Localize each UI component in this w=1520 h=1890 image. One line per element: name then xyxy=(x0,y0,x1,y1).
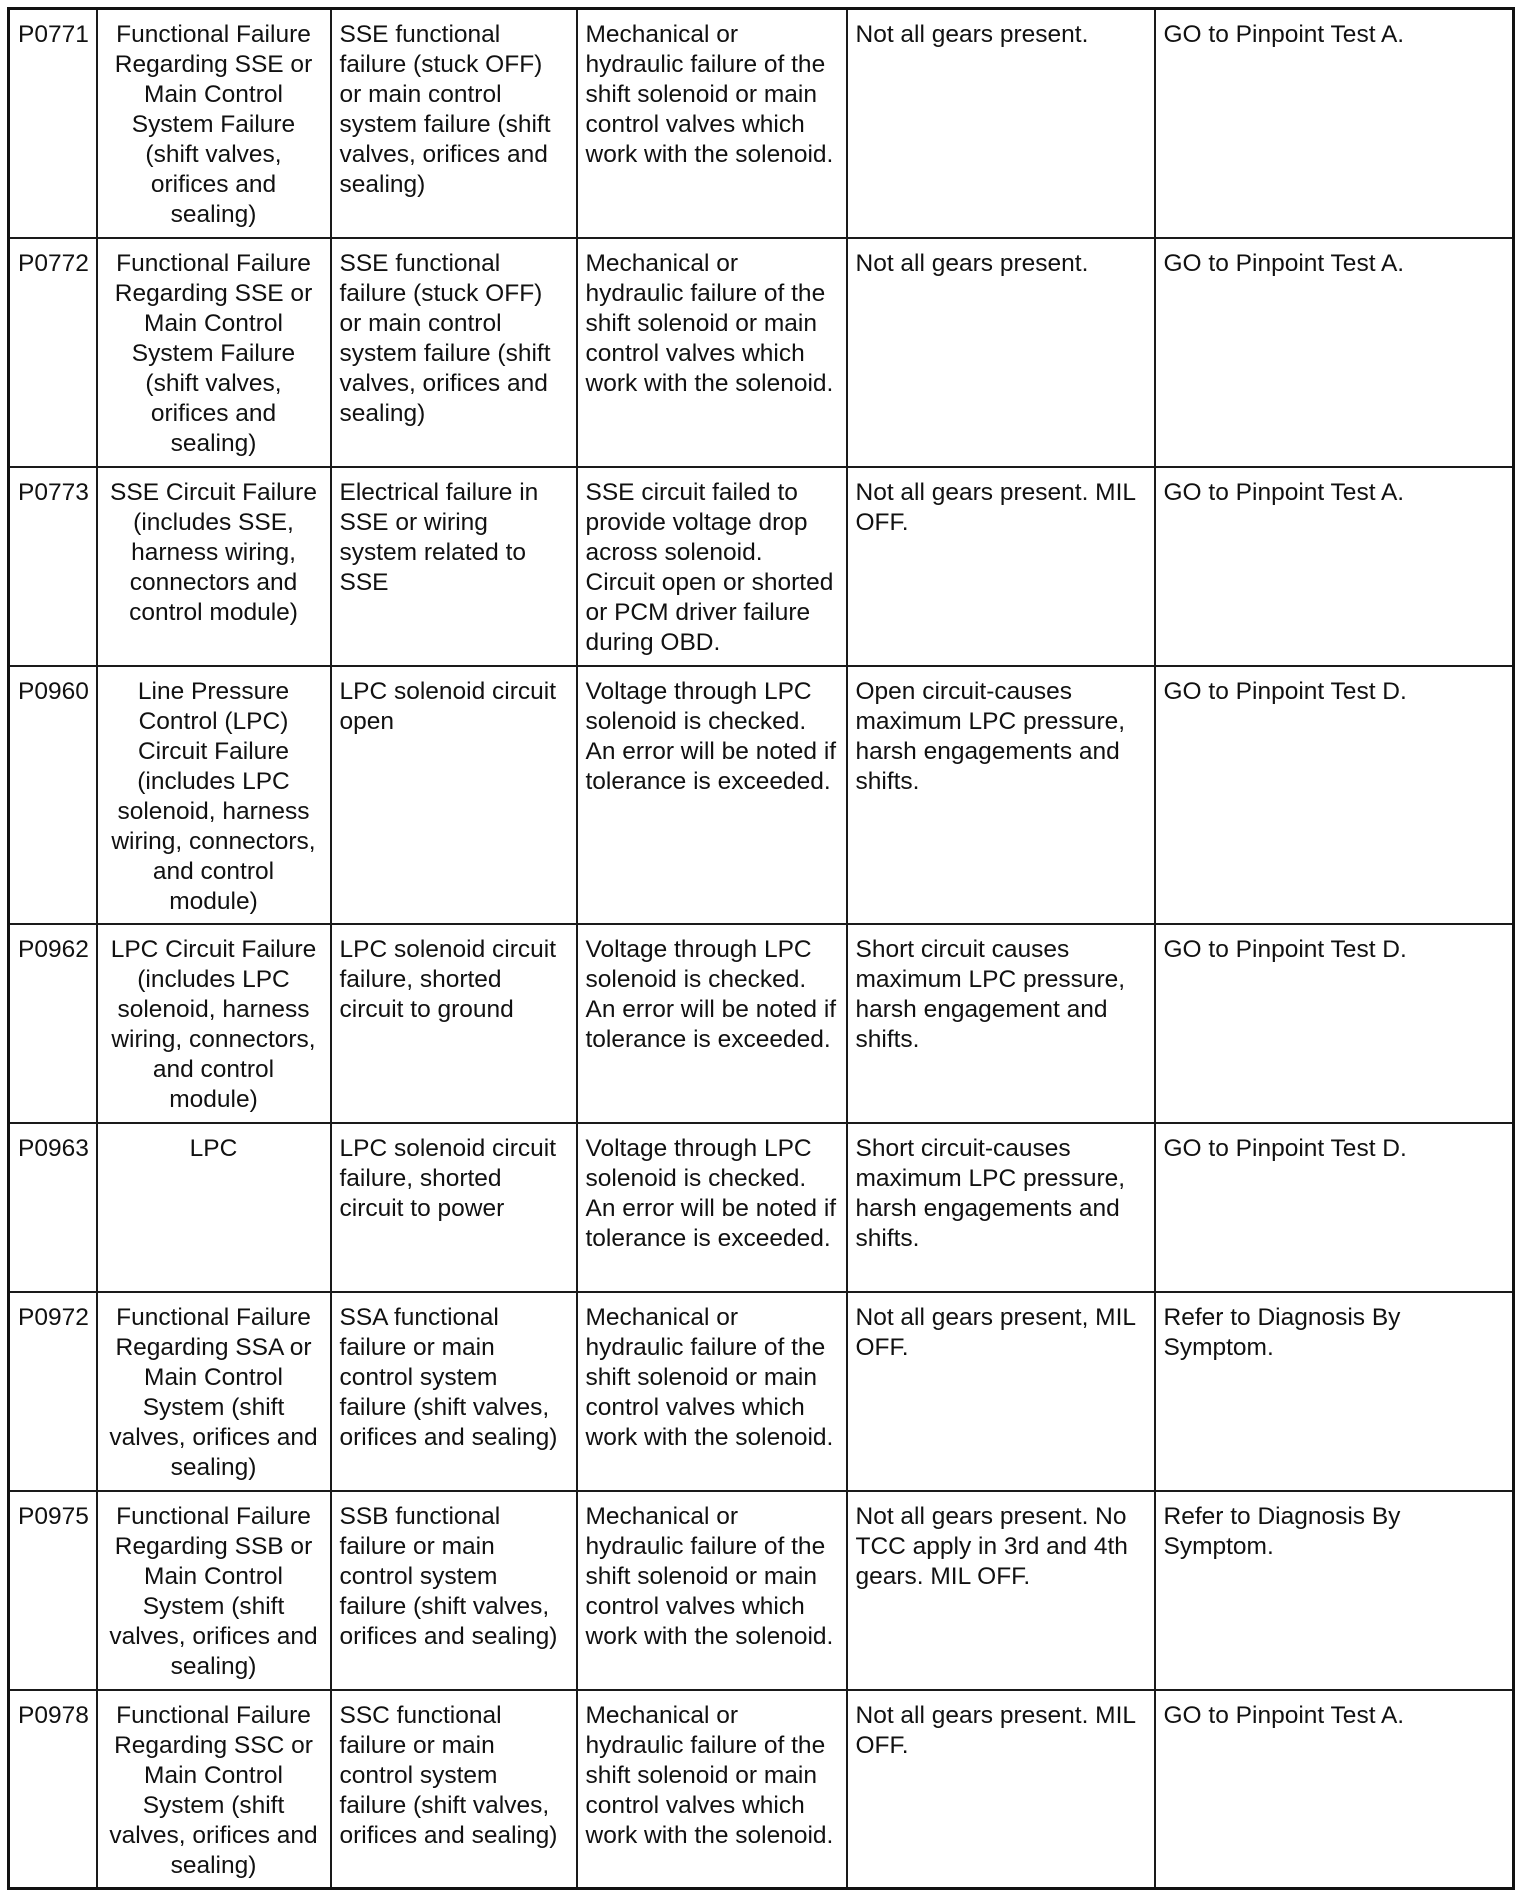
table-row xyxy=(9,238,1514,467)
symptom-cell: Mechanical or hydraulic failure of the shift solenoid or main control valves which work with the solenoid. xyxy=(577,238,847,467)
description-cell: Line Pressure Control (LPC) Circuit Failure (includes LPC solenoid, harness wiring, connectors, and control module) xyxy=(97,666,331,924)
table-row xyxy=(9,9,1514,238)
condition-cell: SSC functional failure or main control system failure (shift valves, orifices and sealing) xyxy=(331,1690,577,1889)
dtc-code-cell: P0975 xyxy=(9,1491,97,1690)
condition-cell: SSE functional failure (stuck OFF) or main control system failure (shift valves, orifices and sealing) xyxy=(331,9,577,238)
action-cell: GO to Pinpoint Test A. xyxy=(1155,467,1514,666)
dtc-code-cell: P0772 xyxy=(9,238,97,467)
description-cell: Functional Failure Regarding SSE or Main Control System Failure (shift valves, orifices and sealing) xyxy=(97,238,331,467)
effect-cell: Not all gears present. MIL OFF. xyxy=(847,467,1155,666)
action-cell: GO to Pinpoint Test A. xyxy=(1155,238,1514,467)
dtc-code-cell: P0962 xyxy=(9,924,97,1123)
dtc-code-cell: P0773 xyxy=(9,467,97,666)
effect-cell: Open circuit-causes maximum LPC pressure, harsh engagements and shifts. xyxy=(847,666,1155,924)
symptom-cell: SSE circuit failed to provide voltage drop across solenoid. Circuit open or shorted or PCM driver failure during OBD. xyxy=(577,467,847,666)
action-cell: GO to Pinpoint Test D. xyxy=(1155,1123,1514,1292)
effect-cell: Not all gears present. No TCC apply in 3rd and 4th gears. MIL OFF. xyxy=(847,1491,1155,1690)
effect-cell: Not all gears present. xyxy=(847,9,1155,238)
dtc-code-cell: P0771 xyxy=(9,9,97,238)
symptom-cell: Voltage through LPC solenoid is checked. An error will be noted if tolerance is exceeded. xyxy=(577,1123,847,1292)
condition-cell: SSA functional failure or main control system failure (shift valves, orifices and sealing) xyxy=(331,1292,577,1491)
condition-cell: Electrical failure in SSE or wiring system related to SSE xyxy=(331,467,577,666)
dtc-code-cell: P0978 xyxy=(9,1690,97,1889)
effect-cell: Short circuit causes maximum LPC pressure, harsh engagement and shifts. xyxy=(847,924,1155,1123)
table-row xyxy=(9,1292,1514,1491)
description-cell: LPC xyxy=(97,1123,331,1292)
action-cell: GO to Pinpoint Test A. xyxy=(1155,1690,1514,1889)
effect-cell: Not all gears present, MIL OFF. xyxy=(847,1292,1155,1491)
table-row xyxy=(9,1123,1514,1292)
symptom-cell: Mechanical or hydraulic failure of the shift solenoid or main control valves which work with the solenoid. xyxy=(577,1491,847,1690)
description-cell: Functional Failure Regarding SSC or Main Control System (shift valves, orifices and sealing) xyxy=(97,1690,331,1889)
condition-cell: SSB functional failure or main control system failure (shift valves, orifices and sealing) xyxy=(331,1491,577,1690)
dtc-code-cell: P0972 xyxy=(9,1292,97,1491)
description-cell: Functional Failure Regarding SSA or Main Control System (shift valves, orifices and sealing) xyxy=(97,1292,331,1491)
action-cell: GO to Pinpoint Test D. xyxy=(1155,924,1514,1123)
effect-cell: Not all gears present. MIL OFF. xyxy=(847,1690,1155,1889)
table-row xyxy=(9,1491,1514,1690)
condition-cell: LPC solenoid circuit failure, shorted circuit to power xyxy=(331,1123,577,1292)
symptom-cell: Voltage through LPC solenoid is checked. An error will be noted if tolerance is exceeded. xyxy=(577,666,847,924)
action-cell: GO to Pinpoint Test D. xyxy=(1155,666,1514,924)
description-cell: SSE Circuit Failure (includes SSE, harness wiring, connectors and control module) xyxy=(97,467,331,666)
description-cell: Functional Failure Regarding SSE or Main Control System Failure (shift valves, orifices and sealing) xyxy=(97,9,331,238)
table-row xyxy=(9,924,1514,1123)
dtc-code-cell: P0963 xyxy=(9,1123,97,1292)
dtc-code-cell: P0960 xyxy=(9,666,97,924)
dtc-table xyxy=(7,7,1515,1890)
condition-cell: LPC solenoid circuit failure, shorted circuit to ground xyxy=(331,924,577,1123)
condition-cell: LPC solenoid circuit open xyxy=(331,666,577,924)
symptom-cell: Mechanical or hydraulic failure of the shift solenoid or main control valves which work with the solenoid. xyxy=(577,9,847,238)
symptom-cell: Mechanical or hydraulic failure of the shift solenoid or main control valves which work with the solenoid. xyxy=(577,1690,847,1889)
table-row xyxy=(9,1690,1514,1889)
symptom-cell: Mechanical or hydraulic failure of the shift solenoid or main control valves which work with the solenoid. xyxy=(577,1292,847,1491)
description-cell: Functional Failure Regarding SSB or Main Control System (shift valves, orifices and sealing) xyxy=(97,1491,331,1690)
action-cell: GO to Pinpoint Test A. xyxy=(1155,9,1514,238)
table-row xyxy=(9,467,1514,666)
condition-cell: SSE functional failure (stuck OFF) or main control system failure (shift valves, orifices and sealing) xyxy=(331,238,577,467)
effect-cell: Short circuit-causes maximum LPC pressure, harsh engagements and shifts. xyxy=(847,1123,1155,1292)
action-cell: Refer to Diagnosis By Symptom. xyxy=(1155,1491,1514,1690)
description-cell: LPC Circuit Failure (includes LPC solenoid, harness wiring, connectors, and control module) xyxy=(97,924,331,1123)
table-row xyxy=(9,666,1514,924)
action-cell: Refer to Diagnosis By Symptom. xyxy=(1155,1292,1514,1491)
symptom-cell: Voltage through LPC solenoid is checked. An error will be noted if tolerance is exceeded. xyxy=(577,924,847,1123)
effect-cell: Not all gears present. xyxy=(847,238,1155,467)
